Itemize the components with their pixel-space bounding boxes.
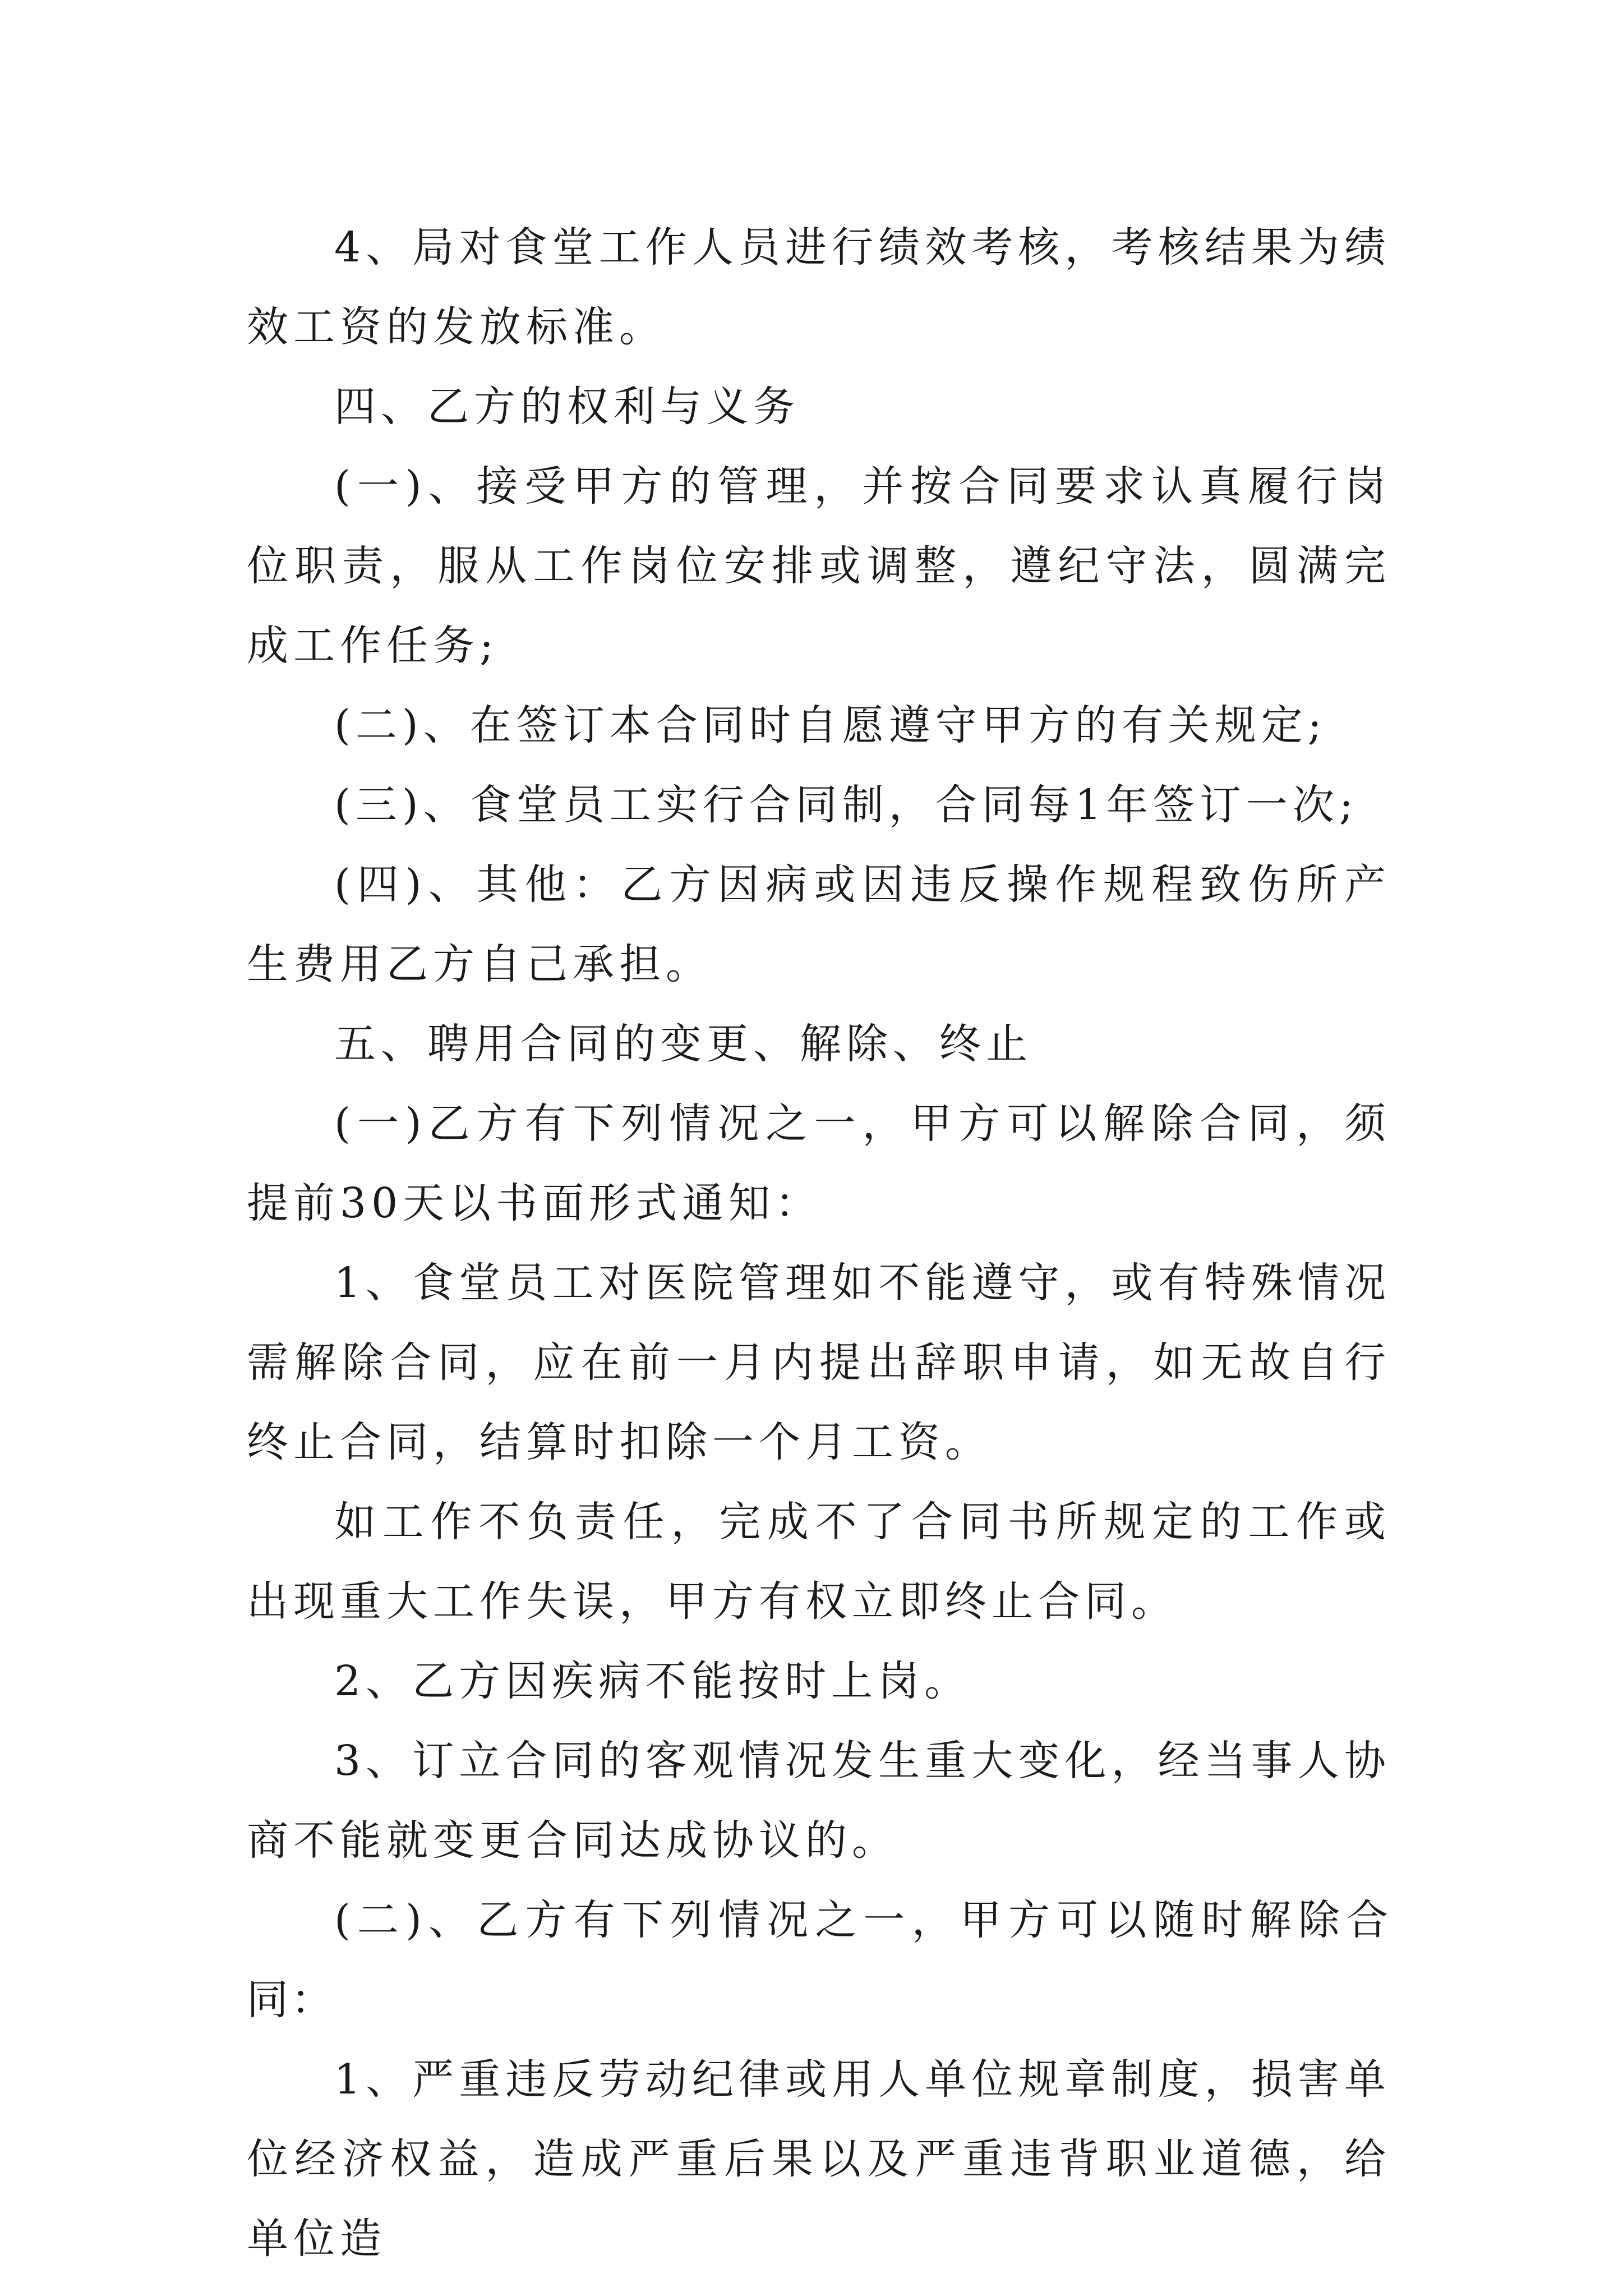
paragraph-11: 2、乙方因疾病不能按时上岗。 [334, 1657, 971, 1705]
paragraph-8: (一)乙方有下列情况之一，甲方可以解除合同，须提前30天以书面形式通知： [247, 1099, 1391, 1227]
paragraph-13: (二)、乙方有下列情况之一，甲方可以随时解除合同： [247, 1896, 1391, 2024]
paragraph-5: (三)、食堂员工实行合同制，合同每1年签订一次; [334, 781, 1358, 829]
section-heading-5: 五、聘用合同的变更、解除、终止 [334, 1020, 1032, 1068]
paragraph-6: (四)、其他：乙方因病或因违反操作规程致伤所产生费用乙方自己承担。 [247, 861, 1391, 988]
paragraph-10: 如工作不负责任，完成不了合同书所规定的工作或出现重大工作失误，甲方有权立即终止合同。 [247, 1498, 1391, 1626]
paragraph-1: 4、局对食堂工作人员进行绩效考核，考核结果为绩效工资的发放标准。 [247, 223, 1391, 351]
paragraph-12: 3、订立合同的客观情况发生重大变化，经当事人协商不能就变更合同达成协议的。 [247, 1737, 1391, 1865]
paragraph-14: 1、严重违反劳动纪律或用人单位规章制度，损害单位经济权益，造成严重后果以及严重违背职业道德，给单位造 [247, 2055, 1391, 2263]
paragraph-9: 1、食堂员工对医院管理如不能遵守，或有特殊情况需解除合同，应在前一月内提出辞职申请，如无故自行终止合同，结算时扣除一个月工资。 [247, 1259, 1391, 1466]
paragraph-3: (一)、接受甲方的管理，并按合同要求认真履行岗位职责，服从工作岗位安排或调整，遵纪守法，圆满完成工作任务; [247, 462, 1391, 670]
section-heading-4: 四、乙方的权利与义务 [334, 383, 800, 431]
paragraph-4: (二)、在签订本合同时自愿遵守甲方的有关规定; [334, 701, 1327, 749]
document-body [247, 208, 1391, 2279]
